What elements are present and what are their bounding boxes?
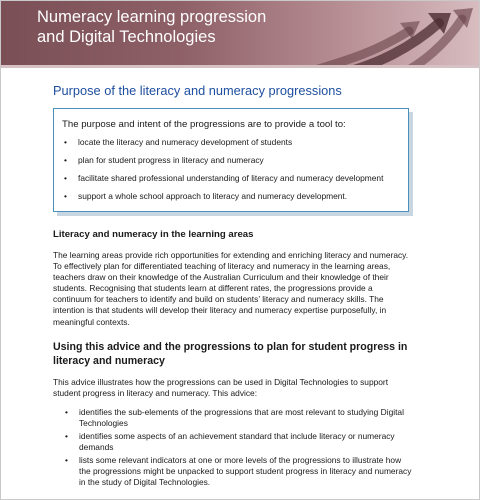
advice-list	[53, 407, 413, 488]
section-paragraph-learning-areas: The learning areas provide rich opportunities for extending and enriching literacy and numeracy. To effectively plan for differentiated teaching of literacy and numeracy in the learning areas, teachers draw on their knowledge of the Australian Curriculum and their knowledge of their students. Recognising that students learn at different rates, the progressions provide a continuum for teachers to identify and build on students’ literacy and numeracy skills. The intention is that students will develop their literacy and numeracy expertise purposefully, in meaningful contexts.	[53, 250, 409, 327]
purpose-heading: Purpose of the literacy and numeracy progressions	[53, 83, 342, 98]
bullet-icon: •	[65, 430, 68, 441]
rising-arrows-icon	[304, 1, 479, 65]
advice-item-text: lists some relevant indicators at one or more levels of the progressions to illustrate how the progressions might be unpacked to support student progress in literacy and numeracy in the study of Digital Technologies.	[79, 454, 412, 487]
header-banner	[1, 1, 479, 65]
purpose-item-text: support a whole school approach to literacy and numeracy development.	[78, 191, 348, 201]
purpose-item	[62, 173, 398, 184]
banner-divider	[1, 65, 479, 68]
purpose-intro: The purpose and intent of the progressions are to provide a tool to:	[62, 119, 346, 130]
purpose-item	[62, 191, 398, 202]
bullet-icon: •	[64, 191, 67, 201]
purpose-list	[62, 137, 398, 202]
main-content	[53, 229, 413, 488]
purpose-callout-box	[53, 108, 409, 212]
advice-item-text: identifies the sub-elements of the progressions that are most relevant to studying Digital Technologies	[79, 406, 404, 428]
purpose-item-text: plan for student progress in literacy and numeracy	[78, 155, 264, 165]
bullet-icon: •	[65, 454, 68, 465]
advice-item-text: identifies some aspects of an achievement standard that include literacy or numeracy demands	[79, 430, 395, 452]
purpose-item-text: facilitate shared professional understanding of literacy and numeracy development	[78, 173, 384, 183]
advice-item	[63, 455, 413, 488]
banner-title-line2: and Digital Technologies	[37, 28, 216, 46]
bullet-icon: •	[64, 137, 67, 147]
purpose-item-text: locate the literacy and numeracy development of students	[78, 137, 293, 147]
section-heading-literacy-numeracy: Literacy and numeracy in the learning areas	[53, 229, 254, 240]
advice-item	[63, 407, 413, 429]
section-paragraph-advice: This advice illustrates how the progressions can be used in Digital Technologies to support student progress in literacy and numeracy. This advice:	[53, 376, 389, 398]
banner-title	[37, 7, 266, 47]
bullet-icon: •	[65, 406, 68, 417]
purpose-item	[62, 137, 398, 148]
bullet-icon: •	[64, 155, 67, 165]
purpose-item	[62, 155, 398, 166]
banner-title-line1: Numeracy learning progression	[37, 8, 267, 26]
section-heading-using-advice: Using this advice and the progressions to plan for student progress in literacy and numeracy	[53, 340, 408, 367]
bullet-icon: •	[64, 173, 67, 183]
advice-item	[63, 431, 413, 453]
